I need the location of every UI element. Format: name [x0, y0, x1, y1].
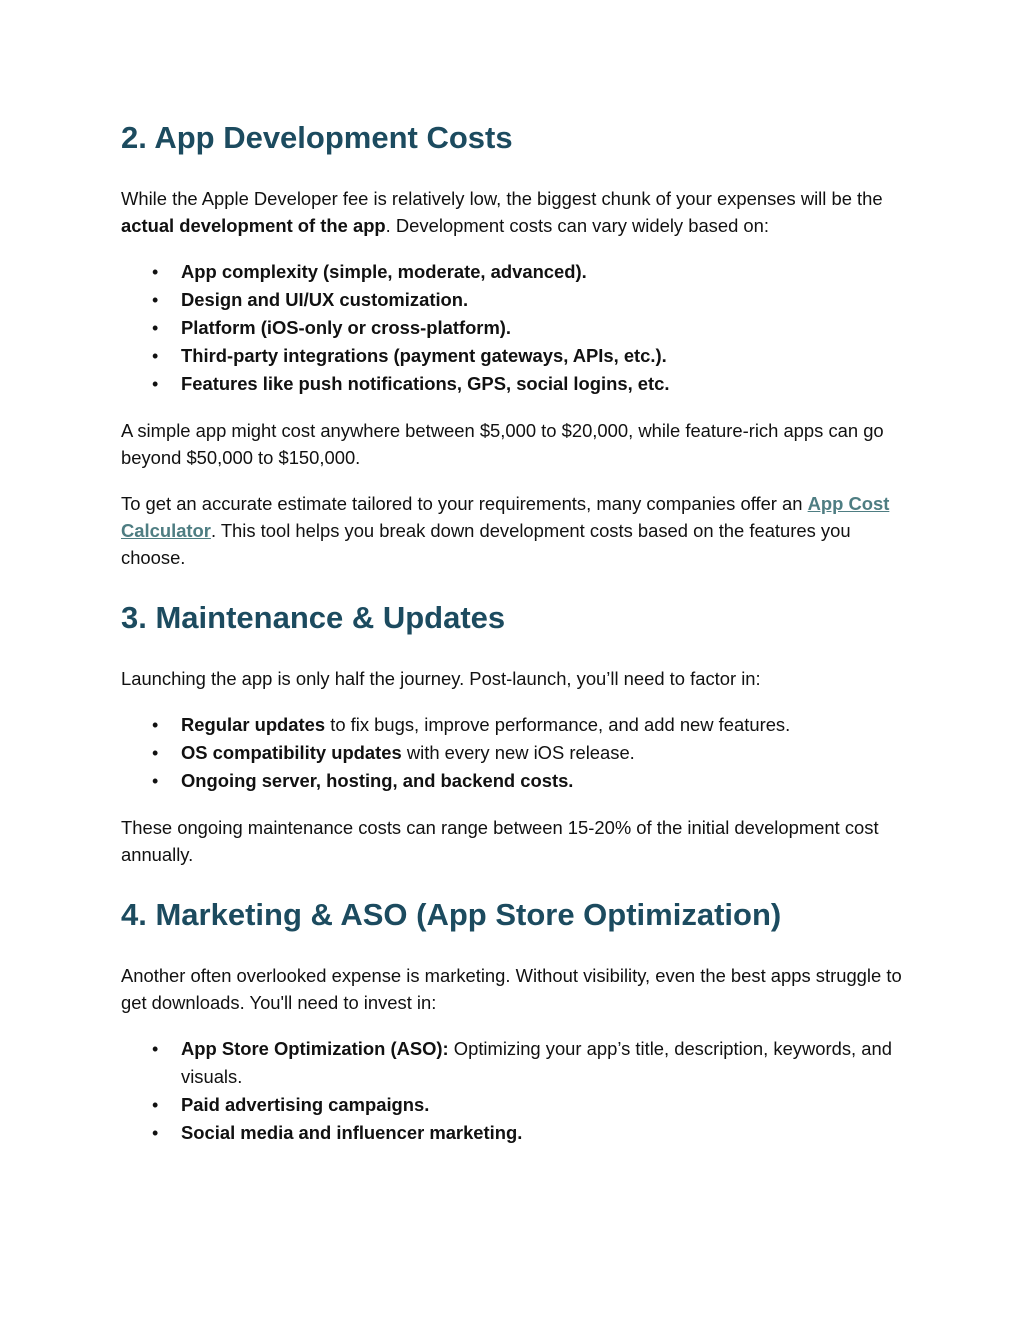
paragraph-maintenance-costs: These ongoing maintenance costs can range between 15-20% of the initial development cost annually. [121, 817, 879, 865]
list-item: • Ongoing server, hosting, and backend costs. [121, 767, 911, 795]
paragraph-maintenance-intro: Launching the app is only half the journey. Post-launch, you’ll need to factor in: [121, 668, 761, 689]
paragraph-cost-calculator [121, 490, 911, 571]
text-fragment: To get an accurate estimate tailored to your requirements, many companies offer an [121, 493, 808, 514]
list-item: • Paid advertising campaigns. [121, 1091, 911, 1119]
bullet-list-development-factors [121, 258, 911, 398]
list-item: • OS compatibility updates with every new iOS release. [121, 739, 911, 767]
list-item: • Features like push notifications, GPS, social logins, etc. [121, 370, 911, 398]
paragraph-cost-range: A simple app might cost anywhere between $5,000 to $20,000, while feature-rich apps can go beyond $50,000 to $150,000. [121, 420, 884, 468]
list-item: • App Store Optimization (ASO): Optimizing your app’s title, description, keywords, and visuals. [121, 1035, 911, 1091]
text-fragment: . This tool helps you break down development costs based on the features you choose. [121, 520, 851, 568]
app-cost-calculator-link[interactable]: App Cost Calculator [121, 493, 890, 541]
list-item: • Social media and influencer marketing. [121, 1119, 911, 1147]
heading-app-development-costs: 2. App Development Costs [121, 120, 513, 155]
text-fragment: . Development costs can vary widely based on: [385, 215, 770, 236]
list-item: • Design and UI/UX customization. [121, 286, 911, 314]
bullet-list-marketing [121, 1035, 911, 1147]
bullet-list-maintenance [121, 711, 911, 795]
list-item: • Platform (iOS-only or cross-platform). [121, 314, 911, 342]
document-page [121, 112, 911, 1147]
heading-maintenance-updates: 3. Maintenance & Updates [121, 600, 506, 635]
list-item: • Regular updates to fix bugs, improve performance, and add new features. [121, 711, 911, 739]
heading-marketing-aso: 4. Marketing & ASO (App Store Optimization) [121, 897, 782, 932]
paragraph-development-intro [121, 185, 911, 239]
bold-fragment: actual development of the app [121, 215, 386, 236]
paragraph-marketing-intro: Another often overlooked expense is marketing. Without visibility, even the best apps struggle to get downloads. You'll need to invest in: [121, 965, 902, 1013]
list-item: • Third-party integrations (payment gateways, APIs, etc.). [121, 342, 911, 370]
text-fragment: While the Apple Developer fee is relatively low, the biggest chunk of your expenses will be the [121, 188, 883, 209]
list-item: • App complexity (simple, moderate, advanced). [121, 258, 911, 286]
